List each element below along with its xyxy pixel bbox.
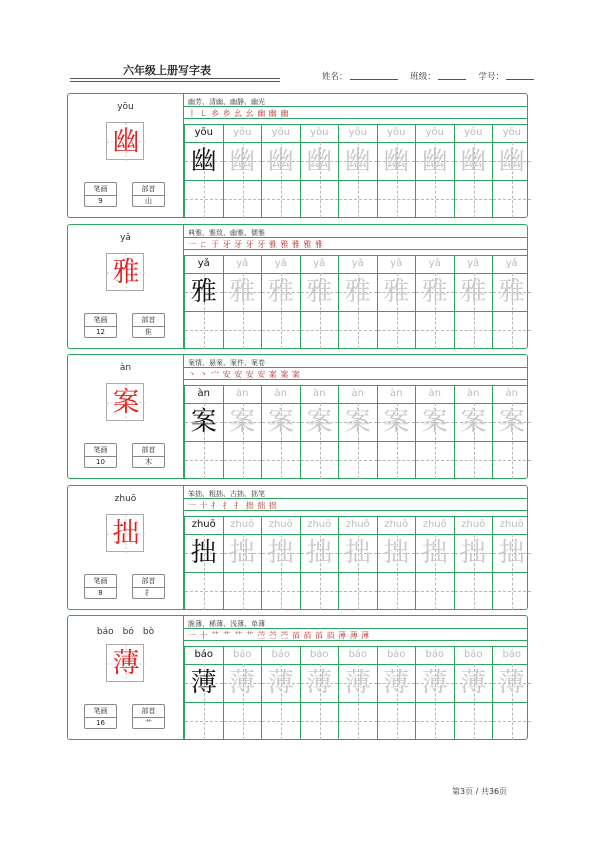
guide-line bbox=[224, 199, 262, 200]
guide-line bbox=[378, 460, 416, 461]
cell-pinyin: yǎ bbox=[390, 258, 403, 269]
stroke-count-value: 10 bbox=[96, 458, 105, 466]
trace-character: 拙 bbox=[383, 538, 410, 568]
character-card bbox=[67, 354, 528, 479]
practice-panel bbox=[184, 355, 527, 478]
trace-character: 雅 bbox=[460, 277, 487, 307]
guide-line bbox=[262, 721, 300, 722]
guide-line bbox=[455, 199, 493, 200]
practice-panel bbox=[184, 94, 527, 217]
character-box bbox=[106, 383, 144, 421]
cell-pinyin: yōu bbox=[425, 127, 444, 138]
stroke-count-box bbox=[84, 182, 117, 207]
cell-pinyin: àn bbox=[428, 388, 441, 399]
practice-cell[interactable] bbox=[338, 516, 377, 610]
cell-pinyin: báo bbox=[232, 649, 252, 660]
example-character: 幽 bbox=[190, 146, 217, 176]
trace-character: 幽 bbox=[306, 146, 333, 176]
practice-panel bbox=[184, 225, 527, 348]
guide-line bbox=[416, 721, 454, 722]
guide-line bbox=[493, 199, 531, 200]
cell-pinyin: yǎ bbox=[428, 258, 441, 269]
model-character: 拙 bbox=[112, 518, 140, 549]
character-card bbox=[67, 485, 528, 610]
practice-cell[interactable] bbox=[261, 646, 300, 740]
cell-pinyin: yǎ bbox=[505, 258, 518, 269]
radical-label: 部首 bbox=[133, 183, 164, 196]
character-card bbox=[67, 224, 528, 349]
practice-cell[interactable] bbox=[338, 124, 377, 218]
class-label: 班级： bbox=[410, 72, 436, 82]
cell-pinyin: zhuō bbox=[230, 519, 255, 530]
guide-line bbox=[493, 591, 531, 592]
stroke-count-label: 笔画 bbox=[85, 575, 116, 588]
trace-character: 薄 bbox=[421, 668, 448, 698]
word-list: 笨拙、粗拙、古拙、拙笔 bbox=[188, 490, 265, 498]
stroke-count-label: 笔画 bbox=[85, 705, 116, 718]
rule-line bbox=[184, 237, 527, 238]
cell-pinyin: yǎ bbox=[197, 258, 210, 269]
stroke-count-value: 16 bbox=[96, 719, 105, 727]
guide-line bbox=[378, 199, 416, 200]
guide-line bbox=[185, 721, 223, 722]
guide-line bbox=[301, 460, 339, 461]
practice-cell[interactable] bbox=[300, 124, 339, 218]
cell-pinyin: yōu bbox=[233, 127, 252, 138]
page-number: 第3页 / 共36页 bbox=[452, 787, 508, 796]
word-list: 脆薄、稀薄、浅薄、单薄 bbox=[188, 620, 265, 628]
character-box bbox=[106, 514, 144, 552]
trace-character: 拙 bbox=[498, 538, 525, 568]
guide-line bbox=[185, 460, 223, 461]
cell-pinyin: báo bbox=[502, 649, 522, 660]
stroke-count-label: 笔画 bbox=[85, 183, 116, 196]
cell-pinyin: àn bbox=[505, 388, 518, 399]
practice-cell[interactable] bbox=[377, 255, 416, 349]
name-label: 姓名： bbox=[322, 72, 348, 82]
cell-pinyin: yǎ bbox=[236, 258, 249, 269]
character-card bbox=[67, 93, 528, 218]
rule-line bbox=[184, 628, 527, 629]
practice-cell[interactable] bbox=[261, 385, 300, 479]
guide-line bbox=[416, 199, 454, 200]
model-character: 案 bbox=[112, 387, 140, 418]
cell-pinyin: yōu bbox=[348, 127, 367, 138]
radical-box bbox=[132, 574, 165, 599]
guide-line bbox=[301, 199, 339, 200]
cell-pinyin: yǎ bbox=[467, 258, 480, 269]
trace-character: 雅 bbox=[344, 277, 371, 307]
guide-line bbox=[416, 330, 454, 331]
cell-pinyin: yǎ bbox=[274, 258, 287, 269]
stroke-count-value: 12 bbox=[96, 328, 105, 336]
stroke-count-box bbox=[84, 704, 117, 729]
guide-line bbox=[301, 330, 339, 331]
radical-box bbox=[132, 313, 165, 338]
cell-pinyin: yōu bbox=[464, 127, 483, 138]
stroke-order: 丶 丶 宀 安 安 安 安 案 案 案 bbox=[188, 370, 301, 379]
character-box bbox=[106, 253, 144, 291]
practice-cell[interactable] bbox=[377, 385, 416, 479]
guide-line bbox=[455, 330, 493, 331]
trace-character: 雅 bbox=[267, 277, 294, 307]
radical-label: 部首 bbox=[133, 444, 164, 457]
rule-line bbox=[184, 249, 527, 250]
practice-cell[interactable] bbox=[377, 646, 416, 740]
practice-grid bbox=[184, 255, 527, 349]
cell-pinyin: báo bbox=[348, 649, 368, 660]
example-character: 案 bbox=[190, 407, 217, 437]
rule-line bbox=[184, 106, 527, 107]
cell-pinyin: yōu bbox=[502, 127, 521, 138]
character-pinyin: zhuō bbox=[114, 494, 137, 504]
trace-character: 雅 bbox=[421, 277, 448, 307]
trace-character: 薄 bbox=[267, 668, 294, 698]
trace-character: 幽 bbox=[460, 146, 487, 176]
practice-cell[interactable] bbox=[492, 646, 531, 740]
radical-box bbox=[132, 182, 165, 207]
trace-character: 幽 bbox=[383, 146, 410, 176]
guide-line bbox=[339, 330, 377, 331]
character-info-panel bbox=[68, 355, 184, 478]
cell-pinyin: yōu bbox=[194, 127, 213, 138]
trace-character: 幽 bbox=[421, 146, 448, 176]
trace-character: 案 bbox=[344, 407, 371, 437]
trace-character: 拙 bbox=[306, 538, 333, 568]
practice-cell[interactable] bbox=[300, 516, 339, 610]
practice-cell[interactable] bbox=[415, 516, 454, 610]
guide-line bbox=[185, 330, 223, 331]
stroke-count-label: 笔画 bbox=[85, 314, 116, 327]
guide-line bbox=[185, 199, 223, 200]
example-character: 雅 bbox=[190, 277, 217, 307]
cell-pinyin: báo bbox=[194, 649, 214, 660]
guide-line bbox=[339, 199, 377, 200]
example-character: 拙 bbox=[190, 538, 217, 568]
practice-cell[interactable] bbox=[223, 516, 262, 610]
guide-line bbox=[455, 460, 493, 461]
character-pinyin: àn bbox=[119, 363, 132, 373]
cell-pinyin: báo bbox=[386, 649, 406, 660]
trace-character: 薄 bbox=[498, 668, 525, 698]
practice-cell[interactable] bbox=[184, 646, 223, 740]
guide-line bbox=[339, 721, 377, 722]
trace-character: 案 bbox=[498, 407, 525, 437]
guide-line bbox=[262, 591, 300, 592]
radical-value: 艹 bbox=[145, 719, 152, 727]
rule-line bbox=[184, 640, 527, 641]
trace-character: 拙 bbox=[460, 538, 487, 568]
guide-line bbox=[378, 721, 416, 722]
stroke-count-box bbox=[84, 313, 117, 338]
guide-line bbox=[493, 330, 531, 331]
trace-character: 薄 bbox=[306, 668, 333, 698]
model-character: 雅 bbox=[112, 257, 140, 288]
cell-pinyin: zhuō bbox=[268, 519, 293, 530]
page-title: 六年级上册写字表 bbox=[123, 64, 211, 77]
practice-cell[interactable] bbox=[415, 385, 454, 479]
character-info-panel bbox=[68, 486, 184, 609]
guide-line bbox=[416, 460, 454, 461]
example-character: 薄 bbox=[190, 668, 217, 698]
radical-box bbox=[132, 443, 165, 468]
trace-character: 雅 bbox=[383, 277, 410, 307]
guide-line bbox=[224, 721, 262, 722]
cell-pinyin: àn bbox=[467, 388, 480, 399]
title-underline bbox=[70, 81, 280, 82]
practice-grid bbox=[184, 124, 527, 218]
character-info-panel bbox=[68, 616, 184, 739]
name-field[interactable] bbox=[350, 79, 398, 80]
character-info-panel bbox=[68, 94, 184, 217]
cell-pinyin: yǎ bbox=[313, 258, 326, 269]
trace-character: 薄 bbox=[460, 668, 487, 698]
radical-value: 木 bbox=[145, 458, 152, 466]
trace-character: 雅 bbox=[498, 277, 525, 307]
trace-character: 案 bbox=[267, 407, 294, 437]
guide-line bbox=[301, 721, 339, 722]
guide-line bbox=[224, 460, 262, 461]
cell-pinyin: zhuō bbox=[307, 519, 332, 530]
radical-label: 部首 bbox=[133, 705, 164, 718]
stroke-order: 一 十 艹 艹 艹 艹 苎 苎 苎 萡 萡 萡 萡 薄 薄 薄 bbox=[188, 631, 370, 640]
practice-cell[interactable] bbox=[454, 255, 493, 349]
model-character: 薄 bbox=[112, 648, 140, 679]
stroke-order: 一 ㄈ 于 牙 牙 牙 牙 雅 雅 雅 雅 雅 bbox=[188, 240, 324, 249]
practice-cell[interactable] bbox=[492, 124, 531, 218]
practice-cell[interactable] bbox=[454, 516, 493, 610]
guide-line bbox=[339, 591, 377, 592]
trace-character: 幽 bbox=[344, 146, 371, 176]
trace-character: 拙 bbox=[421, 538, 448, 568]
guide-line bbox=[185, 591, 223, 592]
title-underline bbox=[70, 78, 280, 79]
word-list: 幽芳、清幽、幽静、幽光 bbox=[188, 98, 265, 106]
practice-cell[interactable] bbox=[184, 516, 223, 610]
practice-cell[interactable] bbox=[377, 516, 416, 610]
practice-cell[interactable] bbox=[454, 646, 493, 740]
trace-character: 薄 bbox=[229, 668, 256, 698]
practice-cell[interactable] bbox=[415, 124, 454, 218]
stroke-count-box bbox=[84, 443, 117, 468]
radical-value: 隹 bbox=[145, 328, 152, 336]
guide-line bbox=[224, 591, 262, 592]
cell-pinyin: yōu bbox=[387, 127, 406, 138]
cell-pinyin: zhuō bbox=[499, 519, 524, 530]
radical-label: 部首 bbox=[133, 575, 164, 588]
character-pinyin: báo bó bò bbox=[96, 627, 155, 637]
cell-pinyin: àn bbox=[197, 388, 210, 399]
guide-line bbox=[224, 330, 262, 331]
practice-cell[interactable] bbox=[377, 124, 416, 218]
cell-pinyin: àn bbox=[313, 388, 326, 399]
cell-pinyin: báo bbox=[463, 649, 483, 660]
guide-line bbox=[493, 721, 531, 722]
practice-cell[interactable] bbox=[184, 385, 223, 479]
number-field[interactable] bbox=[506, 79, 534, 80]
character-info-panel bbox=[68, 225, 184, 348]
cell-pinyin: yǎ bbox=[351, 258, 364, 269]
practice-grid bbox=[184, 646, 527, 740]
model-character: 幽 bbox=[112, 126, 140, 157]
trace-character: 案 bbox=[460, 407, 487, 437]
guide-line bbox=[301, 591, 339, 592]
practice-grid bbox=[184, 516, 527, 610]
practice-cell[interactable] bbox=[223, 646, 262, 740]
cell-pinyin: báo bbox=[425, 649, 445, 660]
practice-cell[interactable] bbox=[261, 124, 300, 218]
practice-cell[interactable] bbox=[300, 646, 339, 740]
cell-pinyin: yōu bbox=[271, 127, 290, 138]
cell-pinyin: zhuō bbox=[345, 519, 370, 530]
trace-character: 拙 bbox=[229, 538, 256, 568]
class-field[interactable] bbox=[438, 79, 466, 80]
guide-line bbox=[262, 460, 300, 461]
cell-pinyin: àn bbox=[351, 388, 364, 399]
practice-cell[interactable] bbox=[300, 255, 339, 349]
character-card bbox=[67, 615, 528, 740]
practice-cell[interactable] bbox=[454, 385, 493, 479]
trace-character: 案 bbox=[383, 407, 410, 437]
practice-cell[interactable] bbox=[492, 516, 531, 610]
radical-box bbox=[132, 704, 165, 729]
stroke-count-value: 8 bbox=[98, 589, 103, 597]
practice-panel bbox=[184, 486, 527, 609]
cell-pinyin: báo bbox=[271, 649, 291, 660]
guide-line bbox=[378, 330, 416, 331]
trace-character: 幽 bbox=[229, 146, 256, 176]
guide-line bbox=[455, 591, 493, 592]
rule-line bbox=[184, 510, 527, 511]
practice-cell[interactable] bbox=[338, 646, 377, 740]
character-pinyin: yōu bbox=[117, 102, 134, 112]
practice-grid bbox=[184, 385, 527, 479]
practice-panel bbox=[184, 616, 527, 739]
guide-line bbox=[339, 460, 377, 461]
practice-cell[interactable] bbox=[338, 255, 377, 349]
practice-cell[interactable] bbox=[223, 124, 262, 218]
stroke-order: 一 十 扌 扌 扌 拙 拙 拙 bbox=[188, 501, 278, 510]
practice-cell[interactable] bbox=[492, 255, 531, 349]
radical-label: 部首 bbox=[133, 314, 164, 327]
guide-line bbox=[416, 591, 454, 592]
word-list: 案情、悬案、案件、案卷 bbox=[188, 359, 265, 367]
stroke-count-label: 笔画 bbox=[85, 444, 116, 457]
practice-cell[interactable] bbox=[261, 516, 300, 610]
practice-cell[interactable] bbox=[184, 124, 223, 218]
cell-pinyin: zhuō bbox=[422, 519, 447, 530]
guide-line bbox=[262, 330, 300, 331]
student-fields bbox=[322, 70, 544, 82]
guide-line bbox=[378, 591, 416, 592]
practice-cell[interactable] bbox=[300, 385, 339, 479]
trace-character: 拙 bbox=[344, 538, 371, 568]
character-box bbox=[106, 644, 144, 682]
number-label: 学号： bbox=[478, 72, 504, 82]
cell-pinyin: àn bbox=[274, 388, 287, 399]
practice-cell[interactable] bbox=[184, 255, 223, 349]
cell-pinyin: àn bbox=[390, 388, 403, 399]
radical-value: 山 bbox=[145, 197, 152, 205]
rule-line bbox=[184, 379, 527, 380]
radical-value: 扌 bbox=[145, 589, 152, 597]
trace-character: 薄 bbox=[383, 668, 410, 698]
practice-cell[interactable] bbox=[415, 646, 454, 740]
cell-pinyin: báo bbox=[309, 649, 329, 660]
character-box bbox=[106, 122, 144, 160]
stroke-order: 丨 ㇄ 乡 乡 幺 幺 幽 幽 幽 bbox=[188, 109, 289, 118]
stroke-count-box bbox=[84, 574, 117, 599]
trace-character: 幽 bbox=[267, 146, 294, 176]
trace-character: 雅 bbox=[306, 277, 333, 307]
trace-character: 案 bbox=[421, 407, 448, 437]
trace-character: 案 bbox=[306, 407, 333, 437]
trace-character: 雅 bbox=[229, 277, 256, 307]
practice-cell[interactable] bbox=[223, 385, 262, 479]
rule-line bbox=[184, 367, 527, 368]
guide-line bbox=[455, 721, 493, 722]
trace-character: 案 bbox=[229, 407, 256, 437]
cell-pinyin: zhuō bbox=[384, 519, 409, 530]
cell-pinyin: àn bbox=[236, 388, 249, 399]
guide-line bbox=[493, 460, 531, 461]
trace-character: 拙 bbox=[267, 538, 294, 568]
cell-pinyin: zhuō bbox=[461, 519, 486, 530]
practice-cell[interactable] bbox=[223, 255, 262, 349]
rule-line bbox=[184, 118, 527, 119]
word-list: 典雅、雅致、幽雅、儒雅 bbox=[188, 229, 265, 237]
stroke-count-value: 9 bbox=[98, 197, 103, 205]
cell-pinyin: zhuō bbox=[191, 519, 216, 530]
character-pinyin: yǎ bbox=[120, 233, 131, 243]
practice-cell[interactable] bbox=[454, 124, 493, 218]
rule-line bbox=[184, 498, 527, 499]
trace-character: 幽 bbox=[498, 146, 525, 176]
practice-cell[interactable] bbox=[492, 385, 531, 479]
cell-pinyin: yōu bbox=[310, 127, 329, 138]
practice-cell[interactable] bbox=[261, 255, 300, 349]
practice-cell[interactable] bbox=[415, 255, 454, 349]
practice-cell[interactable] bbox=[338, 385, 377, 479]
trace-character: 薄 bbox=[344, 668, 371, 698]
guide-line bbox=[262, 199, 300, 200]
